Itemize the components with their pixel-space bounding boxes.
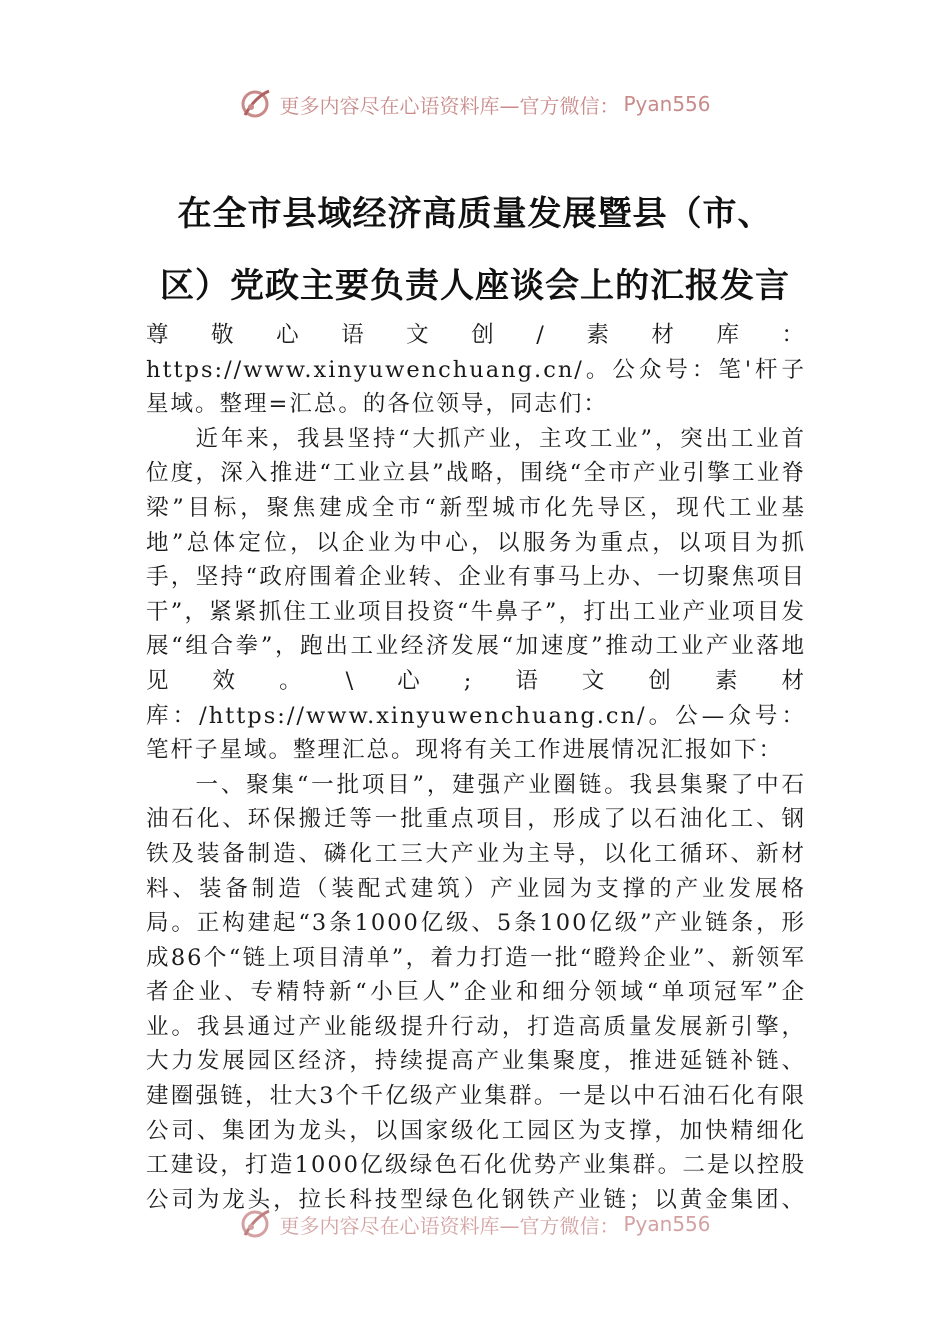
watermark-banner-bottom [0,1206,950,1242]
document-body [146,318,816,1216]
watermark-wechat: Pyan556 [623,92,711,116]
greeting-paragraph: 尊敬心语文创/素材库：https://www.xinyuwenchuang.cn/。公众号：笔'杆子星域。整理=汇总。的各位领导，同志们： [146,322,806,418]
section-one-paragraph [146,768,806,1216]
watermark-banner-top [0,84,950,124]
doc-title-line-2: 区）党政主要负责人座谈会上的汇报发言 [160,266,790,306]
watermark-wechat: Pyan556 [623,1212,711,1236]
brush-logo-icon [239,1207,273,1241]
watermark-text: 更多内容尽在心语资料库—官方微信： [279,1213,620,1238]
doc-title-line-1: 在全市县域经济高质量发展暨县（市、 [177,194,773,234]
brush-logo-icon [239,87,273,121]
watermark-text: 更多内容尽在心语资料库—官方微信： [279,93,620,118]
section-one-heading: 一、聚集“一批项目”，建强产业圈链。 [195,771,630,798]
intro-paragraph: 近年来，我县坚持“大抓产业，主攻工业”，突出工业首位度，深入推进“工业立县”战略，围绕“全市产业引擎工业脊梁”目标，聚焦建成全市“新型城市化先导区，现代工业基地”总体定位，以企业为中心，以服务为重点，以项目为抓手，坚持“政府围着企业转、企业有事马上办、一切聚焦项目干”，紧紧抓住工业项目投资“牛鼻子”，打出工业产业项目发展“组合拳”，跑出工业经济发展“加速度”推动工业产业落地见效。\心;语文创素材库：/https://www.xinyuwenchuang.cn/。公—众号：笔杆子星域。整理汇总。现将有关工作进展情况汇报如下： [146,425,806,764]
section-one-text: 我县集聚了中石油石化、环保搬迁等一批重点项目，形成了以石油化工、钢铁及装备制造、磷化工三大产业为主导，以化工循环、新材料、装备制造（装配式建筑）产业园为支撑的产业发展格局。正构建起“3条1000亿级、5条100亿级”产业链条，形成86个“链上项目清单”，着力打造一批“瞪羚企业”、新领军者企业、专精特新“小巨人”企业和细分领域“单项冠军”企业。我县通过产业能级提升行动，打造高质量发展新引擎，大力发展园区经济，持续提高产业集聚度，推进延链补链、建圈强链，壮大3个千亿级产业集群。一是以中石油石化有限公司、集团为龙头，以国家级化工园区为支撑，加快精细化工建设，打造1000亿级绿色石化优势产业集群。二是以控股公司为龙头，拉长科技型绿色化钢铁产业链；以黄金集团、 [146,771,806,1213]
